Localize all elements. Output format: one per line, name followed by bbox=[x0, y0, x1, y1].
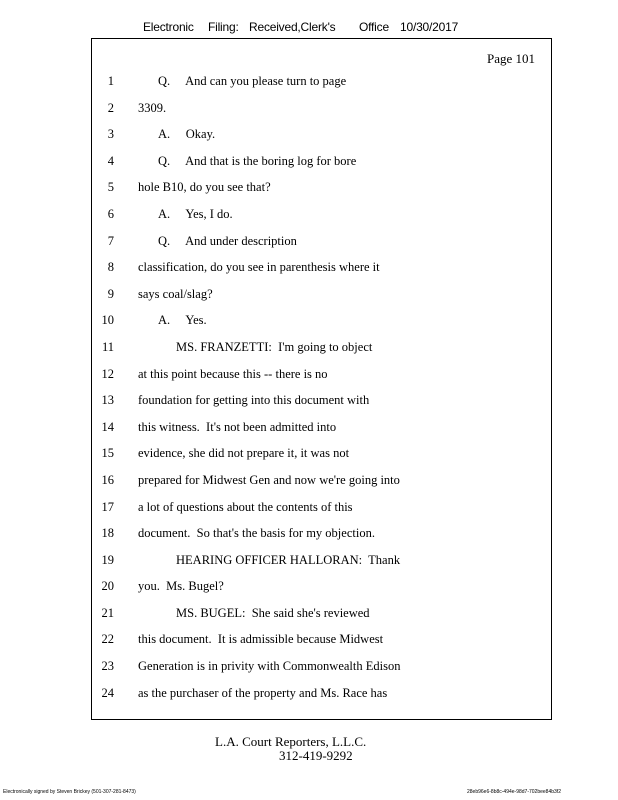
line-number: 8 bbox=[107, 260, 114, 275]
transcript-line bbox=[92, 499, 551, 526]
line-text: prepared for Midwest Gen and now we're going into bbox=[138, 472, 400, 487]
transcript-line bbox=[92, 312, 551, 339]
transcript-line bbox=[92, 392, 551, 419]
transcript-line bbox=[92, 73, 551, 100]
line-text: this document. It is admissible because Midwest bbox=[138, 632, 384, 647]
header-office: Office bbox=[359, 20, 389, 34]
line-text: classification, do you see in parenthesis where it bbox=[138, 260, 380, 275]
page-number: Page 101 bbox=[486, 51, 535, 66]
line-number: 21 bbox=[101, 605, 114, 620]
transcript-line bbox=[92, 605, 551, 632]
line-text: A. Yes. bbox=[158, 313, 207, 328]
transcript-line bbox=[92, 233, 551, 260]
transcript-line bbox=[92, 631, 551, 658]
electronic-signature: Electronically signed by Steven Brickey (501-307-281-8473) bbox=[3, 789, 136, 795]
line-text: 3309. bbox=[138, 100, 167, 115]
transcript-line bbox=[92, 339, 551, 366]
line-number: 2 bbox=[107, 100, 114, 115]
transcript-line bbox=[92, 658, 551, 685]
line-text: hole B10, do you see that? bbox=[138, 180, 271, 195]
transcript-line bbox=[92, 552, 551, 579]
header-date: 10/30/2017 bbox=[400, 20, 459, 34]
line-text: A. Okay. bbox=[158, 127, 216, 142]
line-number: 11 bbox=[101, 339, 114, 354]
transcript-line bbox=[92, 206, 551, 233]
transcript-lines bbox=[92, 73, 551, 711]
footer-company: L.A. Court Reporters, L.L.C. bbox=[215, 734, 367, 749]
header-filing: Filing: bbox=[208, 20, 239, 34]
transcript-page-frame bbox=[91, 38, 552, 720]
transcript-line bbox=[92, 578, 551, 605]
line-number: 7 bbox=[107, 233, 114, 248]
transcript-line bbox=[92, 472, 551, 499]
transcript-line bbox=[92, 100, 551, 127]
line-number: 24 bbox=[101, 685, 114, 700]
document-id: 28eb96e6-8b8c-494e-98d7-702bee84b3f2 bbox=[467, 789, 561, 795]
line-number: 20 bbox=[101, 579, 114, 594]
header-received-clerks: Received,Clerk's bbox=[249, 20, 336, 34]
line-number: 14 bbox=[101, 419, 114, 434]
transcript-line bbox=[92, 126, 551, 153]
line-number: 4 bbox=[107, 153, 114, 168]
footer-phone: 312-419-9292 bbox=[279, 748, 353, 763]
line-text: as the purchaser of the property and Ms. Race has bbox=[138, 685, 388, 700]
line-text: says coal/slag? bbox=[138, 286, 213, 301]
line-number: 3 bbox=[107, 127, 114, 142]
line-text: you. Ms. Bugel? bbox=[138, 579, 224, 594]
line-number: 1 bbox=[107, 74, 114, 88]
line-number: 19 bbox=[101, 552, 114, 567]
line-number: 6 bbox=[107, 206, 114, 221]
transcript-line bbox=[92, 445, 551, 472]
line-text: a lot of questions about the contents of this bbox=[138, 499, 353, 514]
line-text: evidence, she did not prepare it, it was not bbox=[138, 446, 350, 461]
line-text: MS. FRANZETTI: I'm going to object bbox=[176, 339, 373, 354]
line-number: 16 bbox=[101, 472, 114, 487]
line-number: 10 bbox=[101, 313, 114, 328]
transcript-line bbox=[92, 179, 551, 206]
transcript-line bbox=[92, 685, 551, 712]
line-number: 9 bbox=[107, 286, 114, 301]
line-number: 23 bbox=[101, 659, 114, 674]
line-number: 5 bbox=[107, 180, 114, 195]
line-number: 13 bbox=[101, 393, 114, 408]
line-text: HEARING OFFICER HALLORAN: Thank bbox=[176, 552, 401, 567]
line-number: 18 bbox=[101, 526, 114, 541]
line-text: Q. And that is the boring log for bore bbox=[158, 153, 357, 168]
line-text: Q. And under description bbox=[158, 233, 297, 248]
line-text: foundation for getting into this document with bbox=[138, 393, 370, 408]
transcript-line bbox=[92, 419, 551, 446]
line-number: 12 bbox=[101, 366, 114, 381]
line-text: Generation is in privity with Commonwealth Edison bbox=[138, 659, 401, 674]
line-text: A. Yes, I do. bbox=[158, 206, 233, 221]
transcript-line bbox=[92, 366, 551, 393]
transcript-line bbox=[92, 153, 551, 180]
header-electronic: Electronic bbox=[143, 20, 194, 34]
transcript-line bbox=[92, 525, 551, 552]
line-number: 15 bbox=[101, 446, 114, 461]
line-number: 22 bbox=[101, 632, 114, 647]
transcript-line bbox=[92, 259, 551, 286]
line-text: MS. BUGEL: She said she's reviewed bbox=[176, 605, 370, 620]
line-text: this witness. It's not been admitted into bbox=[138, 419, 337, 434]
line-text: document. So that's the basis for my objection. bbox=[138, 526, 375, 541]
line-number: 17 bbox=[101, 499, 114, 514]
line-text: at this point because this -- there is no bbox=[138, 366, 328, 381]
transcript-line bbox=[92, 286, 551, 313]
line-text: Q. And can you please turn to page bbox=[158, 74, 347, 88]
